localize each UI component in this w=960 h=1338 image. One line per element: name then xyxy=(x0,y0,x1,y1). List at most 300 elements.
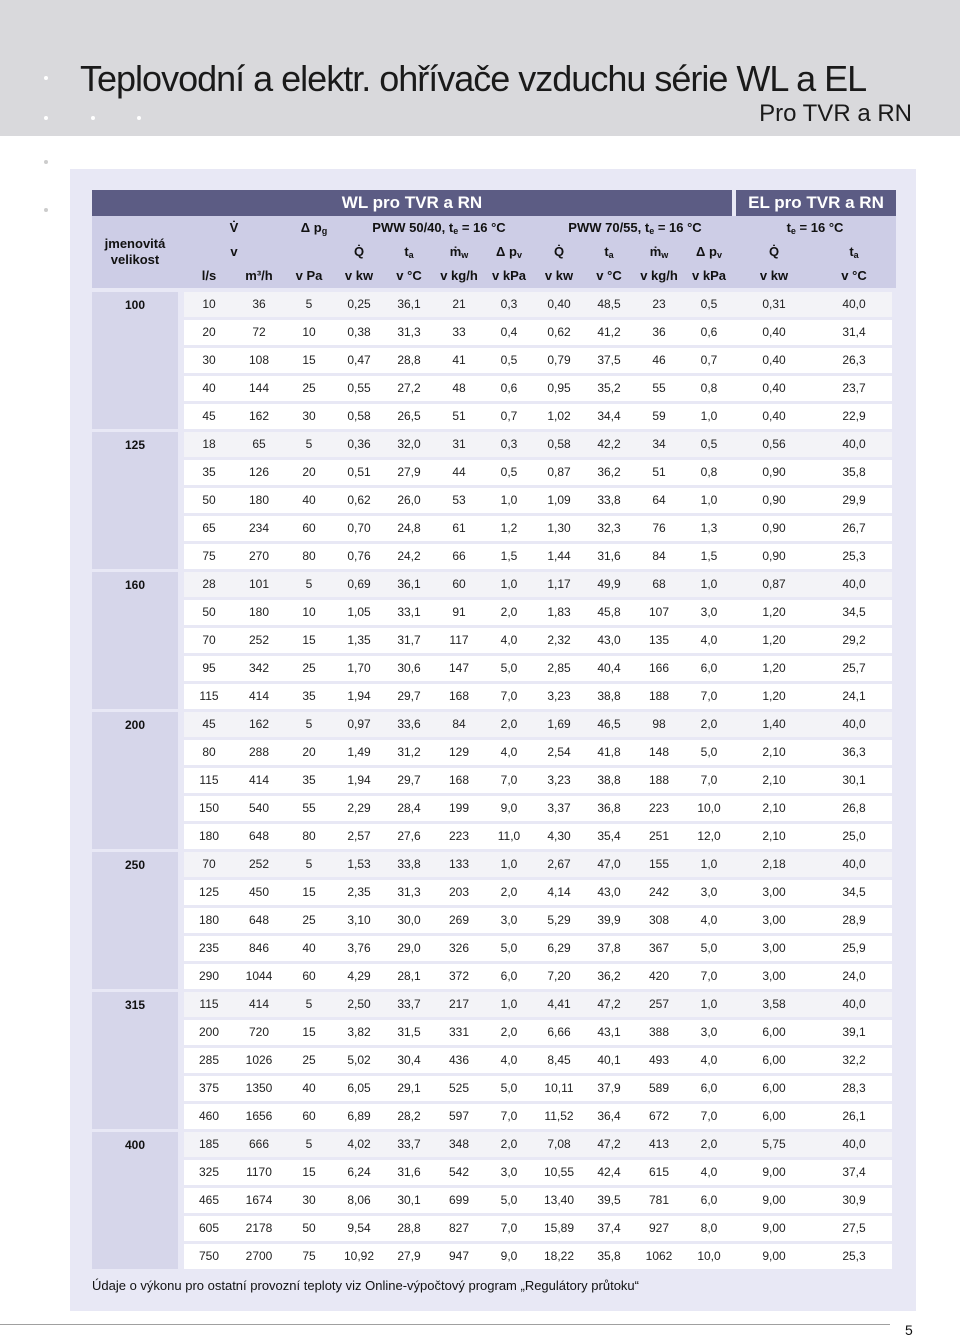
header-symbol-sub: a xyxy=(408,250,414,260)
nominal-size: 100 xyxy=(124,298,146,312)
table-cell: 927 xyxy=(648,1221,670,1235)
header-el xyxy=(740,220,890,236)
table-cell: 168 xyxy=(448,773,470,787)
page-title: Teplovodní a elektr. ohřívače vzduchu série WL a EL xyxy=(80,58,867,99)
table-cell: 28,4 xyxy=(397,801,421,815)
table-cell: 3,58 xyxy=(762,997,786,1011)
table-cell: 80 xyxy=(302,829,316,843)
table-cell: 0,58 xyxy=(347,409,371,423)
header-unit: v kw xyxy=(759,268,789,283)
table-cell: 23 xyxy=(652,297,666,311)
header-el-text: t xyxy=(786,220,791,235)
table-cell: 33,7 xyxy=(397,1137,421,1151)
band-wl: WL pro TVR a RN xyxy=(92,190,732,216)
table-cell: 41 xyxy=(452,353,466,367)
table-cell: 0,5 xyxy=(700,437,718,451)
table-cell: 5,29 xyxy=(547,913,571,927)
size-column-cell xyxy=(92,852,178,989)
table-cell: 70 xyxy=(202,857,216,871)
table-cell: 3,0 xyxy=(700,605,718,619)
table-cell: 27,5 xyxy=(842,1221,866,1235)
table-cell: 51 xyxy=(452,409,466,423)
table-cell: 84 xyxy=(452,717,466,731)
decor-dot xyxy=(91,116,95,120)
table-cell: 1,30 xyxy=(547,521,571,535)
table-cell: 672 xyxy=(648,1109,670,1123)
table-cell: 72 xyxy=(252,325,266,339)
header-pww1-text: PWW 50/40, t xyxy=(372,220,454,235)
table-cell: 4,41 xyxy=(547,997,571,1011)
nominal-size: 315 xyxy=(124,998,146,1012)
header-symbol xyxy=(634,244,684,260)
table-cell: 180 xyxy=(248,605,270,619)
decor-dot xyxy=(44,116,48,120)
table-cell: 3,76 xyxy=(347,941,371,955)
table-cell: 0,90 xyxy=(762,549,786,563)
table-cell: 47,2 xyxy=(597,1137,621,1151)
table-cell: 15 xyxy=(302,1025,316,1039)
table-cell: 251 xyxy=(648,829,670,843)
table-cell: 32,2 xyxy=(842,1053,866,1067)
table-cell: 65 xyxy=(202,521,216,535)
table-cell: 37,9 xyxy=(597,1081,621,1095)
table-cell: 6,24 xyxy=(347,1165,371,1179)
table-cell: 27,2 xyxy=(397,381,421,395)
table-cell: 46,5 xyxy=(597,717,621,731)
header-pww1-tail: = 16 °C xyxy=(458,220,506,235)
table-cell: 781 xyxy=(648,1193,670,1207)
header-unit: v °C xyxy=(396,268,422,283)
table-cell: 1,2 xyxy=(500,521,518,535)
size-column-cell xyxy=(92,992,178,1129)
table-cell: 60 xyxy=(302,969,316,983)
table-cell: 26,3 xyxy=(842,353,866,367)
table-cell: 25 xyxy=(302,381,316,395)
table-cell: 0,47 xyxy=(347,353,371,367)
table-cell: 26,8 xyxy=(842,801,866,815)
table-cell: 117 xyxy=(449,633,469,647)
table-cell: 0,8 xyxy=(700,465,718,479)
header-unit: v kw xyxy=(344,268,374,283)
decor-dot xyxy=(44,208,48,212)
table-cell: 66 xyxy=(452,549,466,563)
table-cell: 372 xyxy=(448,969,470,983)
table-cell: 10,0 xyxy=(697,1249,721,1263)
table-cell: 91 xyxy=(452,605,466,619)
table-cell: 1026 xyxy=(245,1053,273,1067)
table-cell: 8,0 xyxy=(700,1221,718,1235)
table-cell: 150 xyxy=(198,801,220,815)
table-cell: 31,4 xyxy=(842,325,866,339)
table-cell: 269 xyxy=(448,913,470,927)
header-unit: l/s xyxy=(201,268,217,283)
table-cell: 26,5 xyxy=(397,409,421,423)
table-cell: 47,2 xyxy=(597,997,621,1011)
table-cell: 436 xyxy=(448,1053,470,1067)
table-cell: 1,70 xyxy=(347,661,371,675)
table-cell: 10 xyxy=(302,605,316,619)
table-cell: 40,0 xyxy=(842,1137,866,1151)
table-cell: 180 xyxy=(248,493,270,507)
table-cell: 6,89 xyxy=(347,1109,371,1123)
table-cell: 0,90 xyxy=(762,521,786,535)
table-cell: 101 xyxy=(248,577,270,591)
table-cell: 7,0 xyxy=(500,1109,518,1123)
table-cell: 68 xyxy=(652,577,666,591)
table-cell: 15,89 xyxy=(543,1221,575,1235)
table-cell: 2,10 xyxy=(762,801,786,815)
header-symbol xyxy=(734,244,814,260)
table-cell: 3,23 xyxy=(547,773,571,787)
table-cell: 188 xyxy=(648,773,670,787)
header-symbol-text: Δ p xyxy=(696,244,717,259)
table-cell: 0,70 xyxy=(347,521,371,535)
table-cell: 0,40 xyxy=(762,409,786,423)
table-cell: 0,58 xyxy=(547,437,571,451)
table-cell: 25,7 xyxy=(842,661,866,675)
table-cell: 342 xyxy=(248,661,270,675)
table-cell: 9,0 xyxy=(500,801,518,815)
table-cell: 720 xyxy=(248,1025,270,1039)
table-cell: 29,7 xyxy=(397,773,421,787)
table-cell: 168 xyxy=(448,689,470,703)
table-cell: 29,7 xyxy=(397,689,421,703)
table-cell: 40 xyxy=(302,1081,316,1095)
table-cell: 64 xyxy=(652,493,666,507)
table-cell: 36 xyxy=(252,297,266,311)
table-cell: 348 xyxy=(448,1137,470,1151)
table-cell: 3,00 xyxy=(762,885,786,899)
table-cell: 15 xyxy=(302,885,316,899)
size-column-cell xyxy=(92,1132,178,1269)
table-cell: 40 xyxy=(302,941,316,955)
table-cell: 28 xyxy=(202,577,216,591)
table-cell: 180 xyxy=(198,829,220,843)
table-cell: 5,0 xyxy=(500,1081,518,1095)
table-cell: 31,6 xyxy=(397,1165,421,1179)
table-cell: 252 xyxy=(248,633,270,647)
table-cell: 2700 xyxy=(245,1249,273,1263)
table-cell: 367 xyxy=(648,941,670,955)
table-cell: 235 xyxy=(198,941,220,955)
table-cell: 28,3 xyxy=(842,1081,866,1095)
table-cell: 4,0 xyxy=(500,633,518,647)
table-cell: 27,9 xyxy=(397,1249,421,1263)
table-cell: 1,0 xyxy=(500,857,518,871)
table-cell: 126 xyxy=(248,465,270,479)
table-cell: 144 xyxy=(248,381,270,395)
table-cell: 31,5 xyxy=(397,1025,421,1039)
table-cell: 155 xyxy=(648,857,670,871)
table-cell: 1,20 xyxy=(762,605,786,619)
table-cell: 465 xyxy=(198,1193,220,1207)
table-cell: 15 xyxy=(302,353,316,367)
table-cell: 33,6 xyxy=(397,717,421,731)
table-cell: 23,7 xyxy=(842,381,866,395)
table-cell: 5 xyxy=(305,717,313,731)
table-cell: 0,90 xyxy=(762,493,786,507)
table-cell: 1,3 xyxy=(700,521,718,535)
header-symbol xyxy=(434,244,484,260)
table-cell: 2,29 xyxy=(347,801,371,815)
table-cell: 10,55 xyxy=(543,1165,575,1179)
table-cell: 605 xyxy=(198,1221,220,1235)
table-cell: 95 xyxy=(202,661,216,675)
header-el-tail: = 16 °C xyxy=(795,220,844,235)
header-pww2 xyxy=(540,220,730,236)
table-cell: 0,62 xyxy=(347,493,371,507)
header-symbol-sub: a xyxy=(608,250,614,260)
footnote: Údaje o výkonu pro ostatní provozní teploty viz Online-výpočtový program „Regulátory průtoku“ xyxy=(92,1278,639,1293)
table-cell: 9,0 xyxy=(500,1249,518,1263)
table-cell: 1,09 xyxy=(547,493,571,507)
table-cell: 540 xyxy=(248,801,270,815)
table-cell: 53 xyxy=(452,493,466,507)
table-cell: 1,40 xyxy=(762,717,786,731)
table-cell: 11,52 xyxy=(544,1109,574,1123)
header-pww2-text: PWW 70/55, t xyxy=(568,220,650,235)
table-cell: 36,1 xyxy=(397,577,421,591)
table-cell: 39,9 xyxy=(597,913,621,927)
header-size-label: jmenovitá velikost xyxy=(104,236,166,267)
header-symbol-text: Δ p xyxy=(496,244,517,259)
table-cell: 30 xyxy=(202,353,216,367)
table-cell: 0,87 xyxy=(762,577,786,591)
table-cell: 30,9 xyxy=(842,1193,866,1207)
table-cell: 24,8 xyxy=(397,521,421,535)
table-cell: 162 xyxy=(248,409,270,423)
table-cell: 2,57 xyxy=(347,829,371,843)
header-unit: v °C xyxy=(841,268,867,283)
table-cell: 22,9 xyxy=(842,409,866,423)
table-cell: 37,4 xyxy=(597,1221,621,1235)
table-cell: 200 xyxy=(198,1025,220,1039)
table-cell: 0,40 xyxy=(547,297,571,311)
table-cell: 285 xyxy=(198,1053,220,1067)
table-cell: 7,0 xyxy=(700,1109,718,1123)
table-cell: 1,69 xyxy=(547,717,571,731)
table-cell: 46 xyxy=(652,353,666,367)
table-cell: 2,0 xyxy=(700,717,718,731)
header-symbol-sub: w xyxy=(461,250,469,260)
table-cell: 135 xyxy=(648,633,670,647)
table-cell: 18,22 xyxy=(543,1249,575,1263)
table-cell: 33,8 xyxy=(397,857,421,871)
table-cell: 1,5 xyxy=(700,549,718,563)
table-cell: 28,8 xyxy=(397,1221,421,1235)
table-cell: 7,08 xyxy=(547,1137,571,1151)
table-cell: 108 xyxy=(248,353,270,367)
table-cell: 25 xyxy=(302,661,316,675)
header-symbol-text: Q̇ xyxy=(353,244,365,259)
table-cell: 28,9 xyxy=(842,913,866,927)
table-cell: 414 xyxy=(248,773,270,787)
table-cell: 38,8 xyxy=(597,689,621,703)
table-cell: 10,92 xyxy=(343,1249,375,1263)
table-cell: 5,0 xyxy=(500,1193,518,1207)
table-cell: 7,0 xyxy=(700,689,718,703)
table-cell: 6,0 xyxy=(700,1081,718,1095)
table-cell: 9,00 xyxy=(762,1249,786,1263)
table-cell: 7,0 xyxy=(700,773,718,787)
header-symbol xyxy=(334,244,384,260)
table-cell: 2,0 xyxy=(500,885,518,899)
table-cell: 3,00 xyxy=(762,941,786,955)
table-cell: 35 xyxy=(302,689,316,703)
table-cell: 40,0 xyxy=(842,437,866,451)
header-unit: v kPa xyxy=(692,268,726,283)
table-cell: 27,6 xyxy=(397,829,421,843)
table-cell: 185 xyxy=(198,1137,220,1151)
table-cell: 0,36 xyxy=(347,437,371,451)
table-cell: 39,1 xyxy=(842,1025,866,1039)
table-cell: 1674 xyxy=(245,1193,273,1207)
table-cell: 80 xyxy=(202,745,216,759)
table-cell: 414 xyxy=(248,997,270,1011)
table-cell: 5 xyxy=(305,577,313,591)
table-cell: 1,49 xyxy=(347,745,371,759)
page-subtitle: Pro TVR a RN xyxy=(759,100,912,127)
table-cell: 43,0 xyxy=(597,885,621,899)
table-cell: 5 xyxy=(305,437,313,451)
table-cell: 199 xyxy=(448,801,470,815)
table-cell: 31,7 xyxy=(397,633,421,647)
table-cell: 3,23 xyxy=(547,689,571,703)
header-unit: v Pa xyxy=(295,268,323,283)
table-cell: 26,0 xyxy=(397,493,421,507)
table-cell: 37,8 xyxy=(597,941,621,955)
table-cell: 7,0 xyxy=(500,689,518,703)
table-cell: 2,0 xyxy=(500,717,518,731)
table-cell: 252 xyxy=(248,857,270,871)
table-cell: 1656 xyxy=(245,1109,273,1123)
header-symbol-text: t xyxy=(849,244,854,259)
table-cell: 4,0 xyxy=(700,1053,718,1067)
table-cell: 1,02 xyxy=(547,409,571,423)
table-cell: 129 xyxy=(448,745,470,759)
table-cell: 242 xyxy=(648,885,670,899)
table-cell: 9,54 xyxy=(347,1221,371,1235)
table-cell: 37,5 xyxy=(597,353,621,367)
table-cell: 5,0 xyxy=(700,745,718,759)
table-cell: 326 xyxy=(448,941,470,955)
table-cell: 31,6 xyxy=(597,549,621,563)
table-cell: 36,8 xyxy=(597,801,621,815)
table-cell: 36 xyxy=(652,325,666,339)
table-cell: 270 xyxy=(248,549,270,563)
table-cell: 37,4 xyxy=(842,1165,866,1179)
table-cell: 48 xyxy=(452,381,466,395)
table-cell: 4,30 xyxy=(547,829,571,843)
table-cell: 0,5 xyxy=(500,465,518,479)
table-cell: 0,90 xyxy=(762,465,786,479)
table-cell: 0,69 xyxy=(347,577,371,591)
header-symbol-text: t xyxy=(404,244,409,259)
band-el: EL pro TVR a RN xyxy=(736,190,896,216)
table-cell: 75 xyxy=(302,1249,316,1263)
table-cell: 3,82 xyxy=(347,1025,371,1039)
table-cell: 180 xyxy=(198,913,220,927)
header-dp-g xyxy=(284,220,344,236)
table-cell: 20 xyxy=(302,465,316,479)
table-cell: 5 xyxy=(305,857,313,871)
table-cell: 217 xyxy=(448,997,470,1011)
table-cell: 290 xyxy=(198,969,220,983)
table-cell: 1,0 xyxy=(700,997,718,1011)
table-cell: 5,02 xyxy=(347,1053,371,1067)
table-cell: 4,0 xyxy=(500,745,518,759)
table-cell: 55 xyxy=(302,801,316,815)
table-cell: 846 xyxy=(248,941,270,955)
table-cell: 6,00 xyxy=(762,1053,786,1067)
table-cell: 40,4 xyxy=(597,661,621,675)
table-cell: 0,40 xyxy=(762,353,786,367)
table-cell: 25,0 xyxy=(842,829,866,843)
header-v-flow: V̇ xyxy=(229,220,239,235)
table-cell: 115 xyxy=(199,773,219,787)
table-cell: 1,05 xyxy=(347,605,371,619)
table-cell: 40 xyxy=(302,493,316,507)
table-cell: 45 xyxy=(202,409,216,423)
header-unit: v kw xyxy=(544,268,574,283)
table-cell: 4,0 xyxy=(700,633,718,647)
table-cell: 30,6 xyxy=(397,661,421,675)
table-cell: 40,0 xyxy=(842,997,866,1011)
table-cell: 0,97 xyxy=(347,717,371,731)
table-cell: 34 xyxy=(652,437,666,451)
table-cell: 4,14 xyxy=(547,885,571,899)
table-cell: 24,2 xyxy=(397,549,421,563)
table-cell: 26,7 xyxy=(842,521,866,535)
header-symbol xyxy=(184,244,284,260)
table-cell: 35 xyxy=(302,773,316,787)
table-cell: 43,1 xyxy=(597,1025,621,1039)
table-cell: 6,05 xyxy=(347,1081,371,1095)
table-cell: 1,0 xyxy=(700,493,718,507)
table-cell: 33,7 xyxy=(397,997,421,1011)
table-cell: 26,1 xyxy=(842,1109,866,1123)
table-cell: 50 xyxy=(202,605,216,619)
table-cell: 11,0 xyxy=(497,829,521,843)
table-cell: 41,2 xyxy=(597,325,621,339)
table-cell: 60 xyxy=(302,1109,316,1123)
nominal-size: 200 xyxy=(124,718,146,732)
table-cell: 460 xyxy=(198,1109,220,1123)
header-symbol xyxy=(584,244,634,260)
table-cell: 25 xyxy=(302,1053,316,1067)
nominal-size: 160 xyxy=(124,578,146,592)
table-cell: 1,0 xyxy=(700,857,718,871)
table-cell: 15 xyxy=(302,633,316,647)
table-cell: 6,0 xyxy=(700,661,718,675)
table-cell: 648 xyxy=(248,829,270,843)
table-cell: 6,00 xyxy=(762,1109,786,1123)
table-cell: 1,94 xyxy=(347,773,371,787)
table-cell: 1,44 xyxy=(547,549,571,563)
table-cell: 5 xyxy=(305,297,313,311)
table-cell: 42,2 xyxy=(597,437,621,451)
table-cell: 597 xyxy=(448,1109,470,1123)
table-cell: 6,29 xyxy=(547,941,571,955)
table-cell: 3,0 xyxy=(500,1165,518,1179)
table-cell: 308 xyxy=(648,913,670,927)
table-cell: 0,7 xyxy=(700,353,718,367)
table-cell: 0,6 xyxy=(700,325,718,339)
table-cell: 5,0 xyxy=(700,941,718,955)
table-cell: 1,17 xyxy=(547,577,571,591)
table-cell: 493 xyxy=(648,1053,670,1067)
table-cell: 0,25 xyxy=(347,297,371,311)
